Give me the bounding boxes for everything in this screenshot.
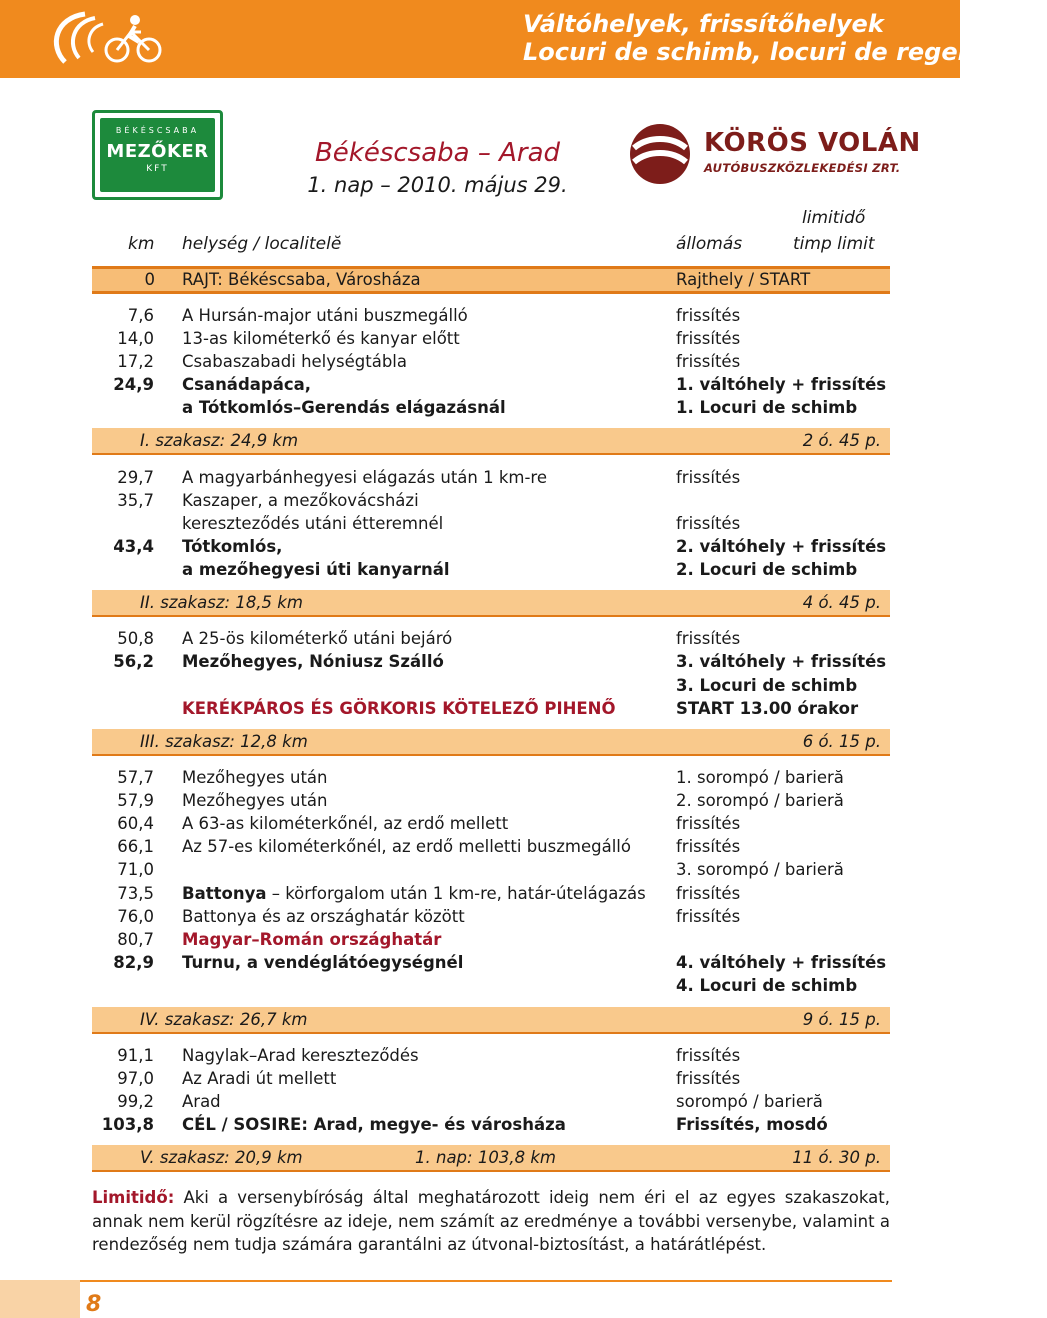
table-row: [0, 489, 960, 512]
row-place: Kaszaper, a mezőkovácsházi: [182, 491, 419, 510]
route-title: Békéscsaba – Arad: [314, 138, 561, 168]
row-place: Mezőhegyes, Nóniusz Szálló: [182, 652, 444, 671]
section-bar-3: [92, 729, 890, 756]
row-km: 56,2: [113, 652, 154, 671]
column-header-station: állomás: [676, 234, 743, 254]
row-place: Arad: [182, 1092, 221, 1111]
table-row: [0, 535, 960, 558]
row-station: frissítés: [676, 837, 741, 856]
row-km: 76,0: [117, 907, 154, 926]
row-place: Battonya és az országhatár között: [182, 907, 465, 926]
column-header-km: km: [128, 234, 155, 254]
row-station: 2. sorompó / barieră: [676, 791, 844, 810]
row-station: frissítés: [676, 306, 741, 325]
row-place: A Hursán-major utáni buszmegálló: [182, 306, 468, 325]
mezoker-logo-kft: KFT: [146, 164, 169, 174]
row-place: [182, 882, 646, 905]
cyclist-logo-icon: [45, 6, 170, 72]
row-place: A 25-ös kilométerkő utáni bejáró: [182, 629, 453, 648]
table-row: [0, 974, 960, 997]
row-station: Frissítés, mosdó: [676, 1115, 828, 1134]
row-place: Csabaszabadi helységtábla: [182, 352, 407, 371]
section-total: 1. nap: 103,8 km: [415, 1148, 556, 1167]
row-station: frissítés: [676, 1046, 741, 1065]
row-place-bold: Battonya: [182, 884, 267, 903]
row-place-border: Magyar–Román országhatár: [182, 930, 442, 949]
table-row: [0, 882, 960, 905]
section-label: I. szakasz: 24,9 km: [140, 431, 299, 450]
row-km: 71,0: [117, 860, 154, 879]
table-row: [0, 928, 960, 951]
row-km: 91,1: [117, 1046, 154, 1065]
row-place: Az Aradi út mellett: [182, 1069, 337, 1088]
limit-note-text: Aki a versenybíróság által meghatározott ideig nem éri el az egyes szakaszokat, annak nem kerül rögzítésre az ideje, nem számít az eredménye a további versenybe, valamint a rendezőség nem tudja számára garantálni az útvonal-biztosítást, a határátlépést.: [92, 1188, 890, 1254]
row-place-mandatory-rest: KERÉKPÁROS ÉS GÖRKORIS KÖTELEZŐ PIHENŐ: [182, 699, 616, 718]
table-row: [0, 1113, 960, 1136]
table-row: [0, 812, 960, 835]
header-title-line2: Locuri de schimb, locuri de regenerare: [523, 38, 1047, 66]
section-bar-1: [92, 428, 890, 455]
row-station: 1. Locuri de schimb: [676, 398, 858, 417]
row-place: A magyarbánhegyesi elágazás után 1 km-re: [182, 468, 547, 487]
row-km: 7,6: [127, 306, 154, 325]
table-row: [0, 327, 960, 350]
table-row: [0, 1090, 960, 1113]
table-row: [0, 951, 960, 974]
row-km: 80,7: [117, 930, 154, 949]
row-km: 60,4: [117, 814, 154, 833]
row-km: 57,9: [117, 791, 154, 810]
mezoker-logo: [92, 110, 223, 200]
mezoker-logo-top: BÉKÉSCSABA: [115, 126, 200, 135]
row-station: 1. váltóhely + frissítés: [676, 375, 887, 394]
row-station: 3. váltóhely + frissítés: [676, 652, 887, 671]
section-bar-4: [92, 1007, 890, 1034]
row-place: Tótkomlós,: [182, 537, 283, 556]
row-km: 50,8: [117, 629, 154, 648]
start-row: [92, 266, 890, 294]
row-km: 73,5: [117, 884, 154, 903]
row-station: 1. sorompó / barieră: [676, 768, 844, 787]
row-place: [182, 1113, 566, 1136]
row-km: 97,0: [117, 1069, 154, 1088]
row-place: Nagylak–Arad kereszteződés: [182, 1046, 419, 1065]
header-band: [0, 0, 1047, 78]
row-station: 3. sorompó / barieră: [676, 860, 844, 879]
row-station: frissítés: [676, 352, 741, 371]
row-station: 4. váltóhely + frissítés: [676, 953, 887, 972]
section-label: III. szakasz: 12,8 km: [140, 732, 308, 751]
koros-volan-logo: [628, 122, 921, 186]
row-place: 13-as kilométerkő és kanyar előtt: [182, 329, 460, 348]
row-km: 99,2: [117, 1092, 154, 1111]
table-row: [0, 789, 960, 812]
row-place: Turnu, a vendéglátóegységnél: [182, 953, 464, 972]
row-km: 66,1: [117, 837, 154, 856]
row-station: frissítés: [676, 814, 741, 833]
row-station: 4. Locuri de schimb: [676, 976, 858, 995]
row-station: frissítés: [676, 514, 741, 533]
koros-volan-title: KÖRÖS VOLÁN: [704, 128, 921, 158]
row-place: a mezőhegyesi úti kanyarnál: [182, 560, 450, 579]
column-header-limit-line1: limitidő: [802, 208, 866, 228]
row-km: 17,2: [117, 352, 154, 371]
row-place-rest: / SOSIRE: Arad, megye- és városháza: [215, 1115, 566, 1134]
section-label: II. szakasz: 18,5 km: [140, 593, 303, 612]
row-place-rest: – körforgalom után 1 km-re, határ-útelágazás: [266, 884, 646, 903]
table-row: [0, 304, 960, 327]
section-time: 11 ó. 30 p.: [792, 1148, 881, 1167]
row-km: 57,7: [117, 768, 154, 787]
table-row: [0, 697, 960, 720]
start-place: RAJT: Békéscsaba, Városháza: [182, 270, 421, 289]
row-place: A 63-as kilométerkőnél, az erdő mellett: [182, 814, 509, 833]
row-station: frissítés: [676, 884, 741, 903]
limit-note-label: Limitidő:: [92, 1188, 175, 1207]
row-km: 35,7: [117, 491, 154, 510]
section-bar-5: [92, 1145, 890, 1172]
section-time: 4 ó. 45 p.: [802, 593, 881, 612]
table-row: [0, 766, 960, 789]
table-row: [0, 650, 960, 673]
table-row: [0, 627, 960, 650]
koros-volan-emblem-icon: [628, 122, 692, 186]
row-km: 82,9: [113, 953, 154, 972]
column-header-limit-line2: timp limit: [793, 234, 875, 254]
table-row: [0, 350, 960, 373]
row-place: Csanádapáca,: [182, 375, 312, 394]
page-number: 8: [86, 1292, 102, 1317]
limit-note: [92, 1186, 890, 1257]
row-station: frissítés: [676, 329, 741, 348]
table-row: [0, 558, 960, 581]
row-place: Az 57-es kilométerkőnél, az erdő melletti buszmegálló: [182, 837, 631, 856]
footer-strip: [0, 1280, 80, 1318]
koros-volan-subtitle: AUTÓBUSZKÖZLEKEDÉSI ZRT.: [704, 161, 901, 175]
row-place-bold: CÉL: [182, 1115, 216, 1134]
table-row: [0, 1044, 960, 1067]
table-row: [0, 674, 960, 697]
table-row: [0, 466, 960, 489]
row-km: 24,9: [113, 375, 154, 394]
table-row: [0, 858, 960, 881]
row-station: frissítés: [676, 629, 741, 648]
row-station: frissítés: [676, 468, 741, 487]
table-row: [0, 512, 960, 535]
row-km: 29,7: [117, 468, 154, 487]
table-row: [0, 905, 960, 928]
row-km: 43,4: [113, 537, 154, 556]
header-title: [260, 10, 1047, 66]
row-place: Mezőhegyes után: [182, 768, 328, 787]
mezoker-logo-brand: MEZŐKER: [106, 141, 209, 162]
table-row: [0, 1067, 960, 1090]
row-station: frissítés: [676, 907, 741, 926]
route-date: 1. nap – 2010. május 29.: [307, 173, 568, 197]
row-station: 2. Locuri de schimb: [676, 560, 858, 579]
start-station: Rajthely / START: [676, 270, 811, 289]
row-station: frissítés: [676, 1069, 741, 1088]
section-label: IV. szakasz: 26,7 km: [140, 1010, 308, 1029]
section-time: 2 ó. 45 p.: [802, 431, 881, 450]
row-km: 103,8: [101, 1115, 154, 1134]
row-station: 2. váltóhely + frissítés: [676, 537, 887, 556]
footer-rule: [80, 1280, 892, 1282]
table-row: [0, 396, 960, 419]
table-row: [0, 835, 960, 858]
row-station: 3. Locuri de schimb: [676, 676, 858, 695]
section-time: 9 ó. 15 p.: [802, 1010, 881, 1029]
start-km: 0: [144, 270, 155, 289]
row-station: START 13.00 órakor: [676, 699, 859, 718]
header-title-line1: Váltóhelyek, frissítőhelyek: [523, 10, 884, 38]
column-header-place: helység / localitelĕ: [182, 234, 342, 254]
section-time: 6 ó. 15 p.: [802, 732, 881, 751]
row-place: Mezőhegyes után: [182, 791, 328, 810]
row-km: 14,0: [117, 329, 154, 348]
section-label: V. szakasz: 20,9 km: [140, 1148, 303, 1167]
row-station: sorompó / barieră: [676, 1092, 823, 1111]
row-place: a Tótkomlós–Gerendás elágazásnál: [182, 398, 506, 417]
row-place: kereszteződés utáni étteremnél: [182, 514, 444, 533]
table-row: [0, 373, 960, 396]
section-bar-2: [92, 590, 890, 617]
